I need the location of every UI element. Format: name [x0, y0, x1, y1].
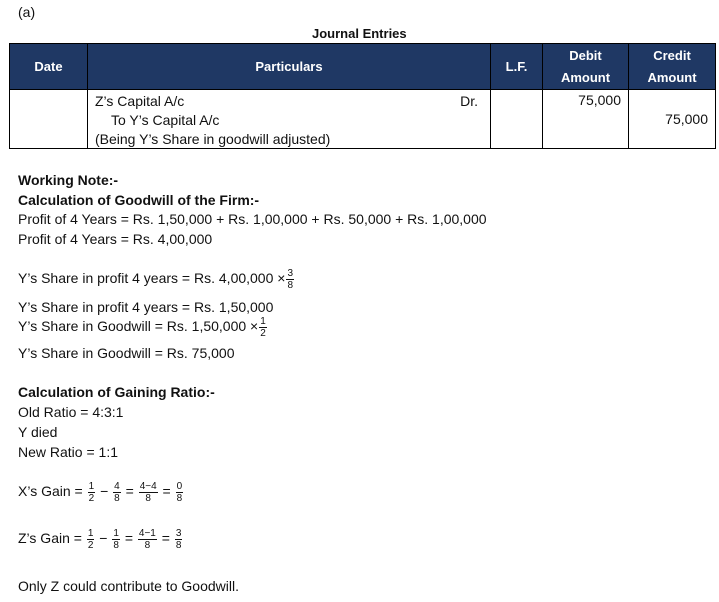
cell-debit	[543, 90, 629, 149]
journal-title: Journal Entries	[312, 26, 407, 41]
fraction	[138, 528, 157, 551]
cell-date	[10, 90, 88, 149]
cell-particulars	[88, 90, 491, 149]
denominator: 8	[175, 540, 182, 551]
denominator: 2	[88, 493, 95, 504]
equals-sign: =	[124, 530, 133, 547]
denominator: 8	[144, 540, 151, 551]
y-share-goodwill-text: Y’s Share in Goodwill = Rs. 1,50,000 ×	[18, 318, 259, 335]
denominator: 8	[287, 280, 294, 291]
journal-header-row	[10, 44, 716, 90]
y-share-profit-line	[18, 268, 295, 291]
numerator: 1	[87, 528, 94, 539]
fraction	[112, 528, 120, 551]
numerator: 4−1	[138, 528, 156, 539]
header-date: Date	[10, 44, 88, 90]
fraction	[259, 316, 267, 339]
fraction	[87, 528, 95, 551]
header-credit-bottom: Amount	[647, 69, 697, 85]
goodwill-line-2: Profit of 4 Years = Rs. 4,00,000	[18, 231, 213, 247]
entry-credit-account: To Y’s Capital A/c	[111, 112, 220, 128]
entry-credit-amount: 75,000	[665, 111, 708, 127]
entry-debit-amount: 75,000	[578, 92, 621, 108]
numerator: 3	[175, 528, 182, 539]
x-gain-label: X’s Gain =	[18, 483, 83, 500]
goodwill-line-1: Profit of 4 Years = Rs. 1,50,000 + Rs. 1,00,000 + Rs. 50,000 + Rs. 1,00,000	[18, 211, 487, 227]
gaining-ratio-heading: Calculation of Gaining Ratio:-	[18, 384, 215, 400]
cell-credit	[629, 90, 716, 149]
fraction	[175, 528, 183, 551]
numerator: 4	[114, 481, 120, 492]
numerator: 1	[260, 316, 266, 327]
numerator: 3	[287, 268, 294, 279]
y-died: Y died	[18, 424, 58, 440]
header-lf: L.F.	[491, 44, 543, 90]
z-gain-equation	[18, 528, 183, 551]
equals-sign: =	[162, 483, 171, 500]
fraction	[88, 481, 96, 504]
denominator: 2	[87, 540, 94, 551]
header-credit-top: Credit	[653, 47, 691, 63]
z-gain-label: Z’s Gain =	[18, 530, 82, 547]
working-note-heading: Working Note:-	[18, 172, 119, 188]
operator: −	[100, 483, 109, 500]
journal-table	[9, 43, 716, 149]
entry-dr-marker: Dr.	[460, 93, 478, 109]
numerator: 4−4	[139, 481, 157, 492]
denominator: 8	[114, 493, 120, 504]
header-debit	[543, 44, 629, 90]
header-debit-top: Debit	[569, 47, 602, 63]
numerator: 0	[176, 481, 183, 492]
y-share-profit-text: Y’s Share in profit 4 years = Rs. 4,00,000 ×	[18, 270, 286, 287]
cell-lf	[491, 90, 543, 149]
operator: −	[99, 530, 108, 547]
old-ratio: Old Ratio = 4:3:1	[18, 404, 124, 420]
entry-debit-account: Z’s Capital A/c	[95, 93, 185, 109]
denominator: 8	[113, 540, 119, 551]
denominator: 8	[145, 493, 151, 504]
header-debit-bottom: Amount	[560, 69, 611, 85]
denominator: 8	[176, 493, 183, 504]
equals-sign: =	[161, 530, 170, 547]
y-share-goodwill-line	[18, 316, 268, 339]
header-credit	[629, 44, 716, 90]
fraction	[176, 481, 184, 504]
denominator: 2	[260, 328, 266, 339]
entry-narration: (Being Y’s Share in goodwill adjusted)	[95, 131, 331, 147]
y-share-goodwill-result: Y’s Share in Goodwill = Rs. 75,000	[18, 345, 235, 361]
x-gain-equation	[18, 481, 184, 504]
fraction	[113, 481, 121, 504]
fraction	[139, 481, 158, 504]
equals-sign: =	[125, 483, 134, 500]
goodwill-heading: Calculation of Goodwill of the Firm:-	[18, 192, 260, 208]
fraction	[286, 268, 294, 291]
numerator: 1	[113, 528, 119, 539]
new-ratio: New Ratio = 1:1	[18, 444, 118, 460]
numerator: 1	[88, 481, 95, 492]
table-row	[10, 90, 716, 149]
part-label: (a)	[18, 4, 36, 20]
y-share-profit-result: Y’s Share in profit 4 years = Rs. 1,50,000	[18, 299, 274, 315]
header-particulars: Particulars	[88, 44, 491, 90]
conclusion: Only Z could contribute to Goodwill.	[18, 578, 239, 594]
